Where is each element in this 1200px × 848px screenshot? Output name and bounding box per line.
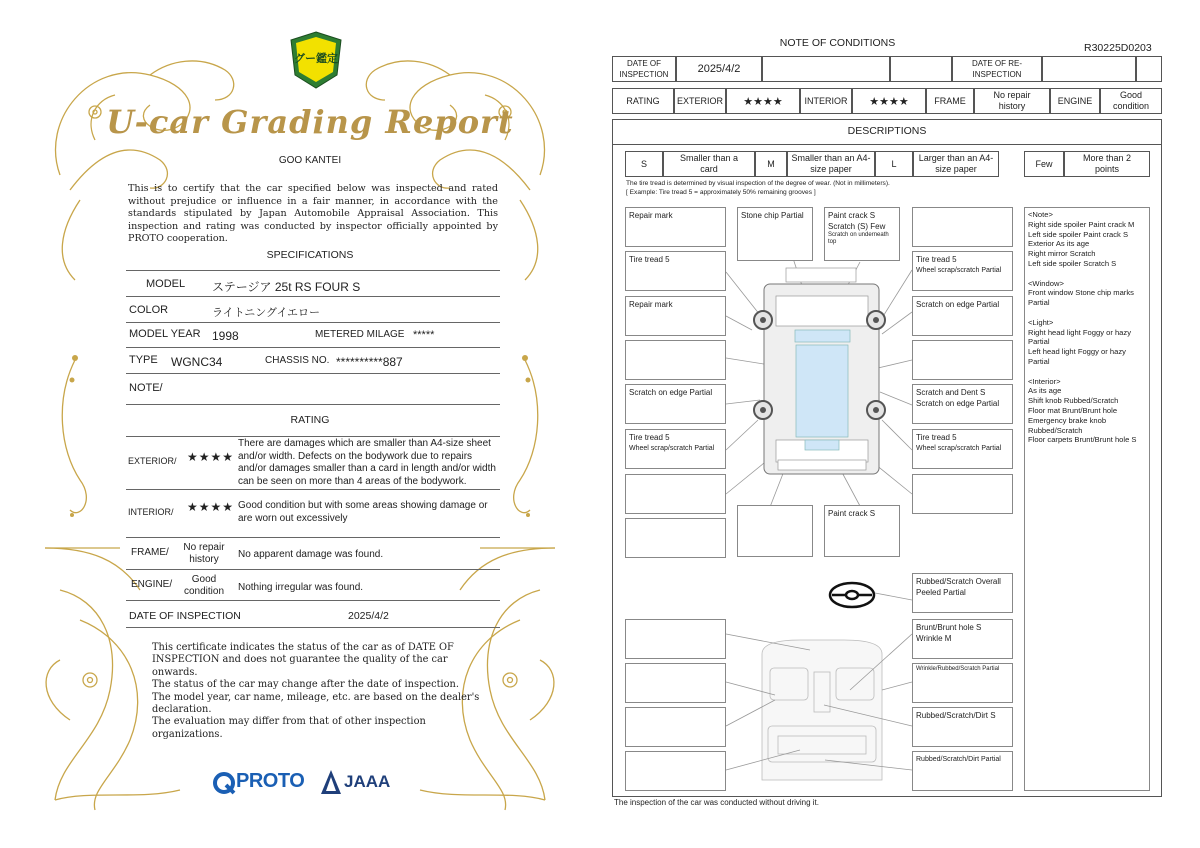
condition-sheet [600, 0, 1200, 848]
rating-heading: RATING [290, 414, 330, 426]
divider [126, 600, 500, 601]
metered-mileage-value: ***** [413, 329, 435, 341]
note-label: NOTE/ [129, 382, 163, 394]
disclaimer-line: The evaluation may differ from that of other inspection organizations. [152, 716, 426, 740]
note-spacer [1028, 367, 1146, 377]
cell-text: EXTERIOR [676, 95, 723, 106]
stone-chip-box [737, 207, 813, 261]
note-line: <Light> [1028, 317, 1054, 327]
tread-note-1: The tire tread is determined by visual inspection of the degree of wear. (Not in millimeters). [626, 180, 890, 187]
footer-note: The inspection of the car was conducted without driving it. [614, 798, 819, 807]
box-text: Paint crack S [828, 211, 876, 220]
disclaimer-line: declaration. [152, 704, 212, 716]
cell-text: Smaller than a card [679, 153, 739, 174]
cell-text: No repair history [993, 90, 1031, 111]
frame-label: FRAME/ [131, 547, 169, 558]
cell-text: DATE OF INSPECTION [619, 59, 669, 79]
divider [126, 489, 500, 490]
divider [126, 347, 500, 348]
cell-text: RATING [626, 95, 660, 106]
divider [126, 537, 500, 538]
cargo-area-box [912, 751, 1013, 791]
badge-text: グー鑑定 [294, 52, 338, 65]
exterior-stars: ★★★★ [187, 450, 235, 464]
disclaimer [152, 642, 492, 741]
jaaa-logo-text: JAAA [344, 772, 391, 791]
empty-box [912, 340, 1013, 380]
box-text: Stone chip Partial [741, 211, 804, 220]
front-floor-box [912, 619, 1013, 659]
chassis-value: **********887 [336, 355, 403, 369]
note-line: <Interior> [1028, 376, 1061, 386]
model-label: MODEL [146, 278, 186, 290]
box-text: Tire tread 5 [629, 433, 670, 442]
report-title: U-car Grading Report [106, 103, 514, 141]
note-spacer [1028, 269, 1146, 279]
box-text: Repair mark [629, 211, 673, 220]
box-text: Scratch on edge Partial [629, 388, 713, 397]
empty-box [625, 474, 726, 514]
tire-tread-rear-left-box [625, 429, 726, 469]
box-text: Scratch on edge Partial [916, 399, 1000, 408]
note-line: <Note> [1028, 210, 1053, 219]
box-text: Tire tread 5 [916, 255, 957, 264]
box-text: Brunt/Brunt hole S [916, 623, 982, 632]
report-subtitle: GOO KANTEI [278, 155, 342, 166]
box-text: Wrinkle/Rubbed/Scratch Partial [916, 666, 1000, 672]
note-line: Right side spoiler Paint crack M [1028, 219, 1135, 229]
disclaimer-line: The model year, car name, mileage, etc. are based on the dealer's [152, 691, 480, 703]
sheet-title: NOTE OF CONDITIONS [779, 37, 896, 49]
divider [126, 627, 500, 628]
interior-label: INTERIOR/ [128, 507, 174, 517]
cell-text: Good condition [1112, 90, 1150, 111]
note-line: Floor carpets Brunt/Brunt hole S [1028, 435, 1137, 445]
cell-text: More than 2 points [1082, 153, 1132, 174]
note-line: Right head light Foggy or hazy Partial [1028, 327, 1131, 347]
box-text: Rubbed/Scratch/Dirt Partial [916, 756, 1001, 763]
repair-mark-box-1 [625, 207, 726, 247]
box-text: Rubbed/Scratch Overall [916, 577, 1001, 586]
note-line: Floor mat Brunt/Brunt hole [1028, 405, 1118, 415]
note-line: Left side spoiler Scratch S [1028, 258, 1117, 268]
empty-box [737, 505, 813, 557]
divider [126, 404, 500, 405]
tread-note-2: [ Example: Tire tread 5 = approximately 50% remaining grooves ] [626, 189, 816, 196]
cell-text: Smaller than an A4-size paper [791, 153, 871, 174]
divider [126, 436, 500, 437]
divider [126, 270, 500, 271]
cell-text: 2025/4/2 [697, 62, 741, 75]
color-value: ライトニングイエロー [212, 307, 321, 319]
note-line: Left side spoiler Paint crack S [1028, 229, 1129, 239]
empty-box [625, 340, 726, 380]
divider [126, 296, 500, 297]
divider [126, 373, 500, 374]
empty-box [625, 619, 726, 659]
cell-text: ★★★★ [743, 94, 783, 108]
paint-crack-rear-box [824, 505, 900, 557]
tire-tread-front-left-box [625, 251, 726, 291]
interior-description: Good condition but with some areas showing damage or are worn out excessively [238, 500, 488, 524]
date-of-inspection-label: DATE OF INSPECTION [129, 610, 241, 622]
proto-logo [212, 769, 312, 797]
steering-condition-box [912, 573, 1013, 613]
divider [126, 569, 500, 570]
note-line: As its age [1028, 386, 1062, 396]
box-text: Tire tread 5 [916, 433, 957, 442]
type-value: WGNC34 [171, 355, 223, 369]
report-id: R30225D0203 [1084, 42, 1152, 54]
note-line: Shift knob Rubbed/Scratch [1028, 396, 1119, 406]
frame-value: No repair history [183, 542, 225, 565]
box-text: Wheel scrap/scratch Partial [629, 445, 715, 452]
cell-text: L [891, 158, 897, 169]
rear-floor-box [912, 707, 1013, 747]
interior-stars: ★★★★ [187, 500, 235, 514]
disclaimer-line: The status of the car may change after the date of inspection. [152, 679, 459, 691]
metered-mileage-label: METERED MILAGE [315, 329, 405, 340]
jaaa-logo [320, 769, 400, 797]
disclaimer-line: INSPECTION and does not guarantee the quality of the car onwards. [152, 654, 448, 678]
frame-description: No apparent damage was found. [238, 549, 384, 560]
scratch-dent-box [912, 384, 1013, 424]
box-text: Wrinkle M [916, 634, 952, 643]
note-spacer [1028, 308, 1146, 318]
notes-box [1024, 207, 1150, 791]
disclaimer-line: This certificate indicates the status of the car as of DATE OF [152, 642, 454, 653]
seat-condition-box [912, 663, 1013, 703]
chassis-label: CHASSIS NO. [265, 355, 330, 366]
note-line: <Window> [1028, 278, 1064, 288]
divider [126, 322, 500, 323]
engine-label: ENGINE/ [131, 579, 173, 590]
note-line: Emergency brake knob Rubbed/Scratch [1028, 415, 1107, 435]
tire-tread-front-right-box [912, 251, 1013, 291]
empty-box [625, 663, 726, 703]
scratch-edge-left-box [625, 384, 726, 424]
cell-text: INTERIOR [804, 95, 848, 106]
paint-crack-front-box [824, 207, 900, 261]
exterior-description: There are damages which are smaller than A4-size sheet and/or width. Defects on the bodywork due to repairs and/or damages smaller than a card in length and/or width can be seen on more than 4 areas of the bodywork. [238, 438, 496, 487]
cell-text: Few [1035, 158, 1053, 169]
color-label: COLOR [129, 304, 169, 316]
empty-box [912, 474, 1013, 514]
cell-text: FRAME [934, 95, 966, 106]
empty-box [625, 751, 726, 791]
box-text: Wheel scrap/scratch Partial [916, 267, 1002, 274]
model-year-label: MODEL YEAR [129, 328, 201, 340]
steering-wheel-icon [830, 583, 874, 607]
certification-intro: This is to certify that the car specified below was inspected and rated without prejudice or influence in a fair manner, in accordance with the standards stipulated by Japan Automobile Appraisal Association. This inspection and rating was conducted by inspector officially appointed by PROTO cooperation. [128, 183, 498, 244]
cell-text: ★★★★ [869, 94, 909, 108]
exterior-label: EXTERIOR/ [128, 456, 177, 466]
cell-text: DATE OF RE-INSPECTION [971, 59, 1023, 79]
cell-text: M [767, 158, 775, 169]
note-line: Right mirror Scratch [1028, 249, 1096, 259]
box-text: Rubbed/Scratch/Dirt S [916, 711, 996, 720]
model-year-value: 1998 [212, 329, 239, 343]
engine-value: Good condition [183, 574, 225, 597]
specifications-heading: SPECIFICATIONS [266, 249, 354, 261]
descriptions-heading: DESCRIPTIONS [847, 125, 927, 137]
box-text: Scratch and Dent S [916, 388, 986, 397]
model-value: ステージア 25t RS FOUR S [212, 280, 361, 294]
cell-text: S [640, 158, 647, 169]
box-text: Tire tread 5 [629, 255, 670, 264]
empty-box [625, 707, 726, 747]
goo-kantei-badge [289, 30, 343, 90]
note-line: Left head light Foggy or hazy Partial [1028, 347, 1126, 366]
note-line: Front window Stone chip marks Partial [1028, 288, 1134, 308]
repair-mark-box-2 [625, 296, 726, 336]
empty-box [912, 207, 1013, 247]
type-label: TYPE [129, 354, 158, 366]
box-text: Scratch on underneath top [828, 232, 889, 245]
note-line: Exterior As its age [1028, 239, 1090, 249]
tire-tread-rear-right-box [912, 429, 1013, 469]
box-text: Scratch (S) Few [828, 222, 886, 231]
proto-logo-text: PROTO [236, 770, 305, 792]
box-text: Scratch on edge Partial [916, 300, 1000, 309]
box-text: Peeled Partial [916, 588, 966, 597]
box-text: Repair mark [629, 300, 673, 309]
cell-text: ENGINE [1057, 95, 1093, 106]
box-text: Paint crack S [828, 509, 876, 518]
cell-text: Larger than an A4-size paper [918, 153, 994, 174]
empty-box [625, 518, 726, 558]
engine-description: Nothing irregular was found. [238, 582, 364, 593]
date-of-inspection-value: 2025/4/2 [348, 610, 389, 622]
scratch-edge-right-box [912, 296, 1013, 336]
box-text: Wheel scrap/scratch Partial [916, 445, 1002, 452]
